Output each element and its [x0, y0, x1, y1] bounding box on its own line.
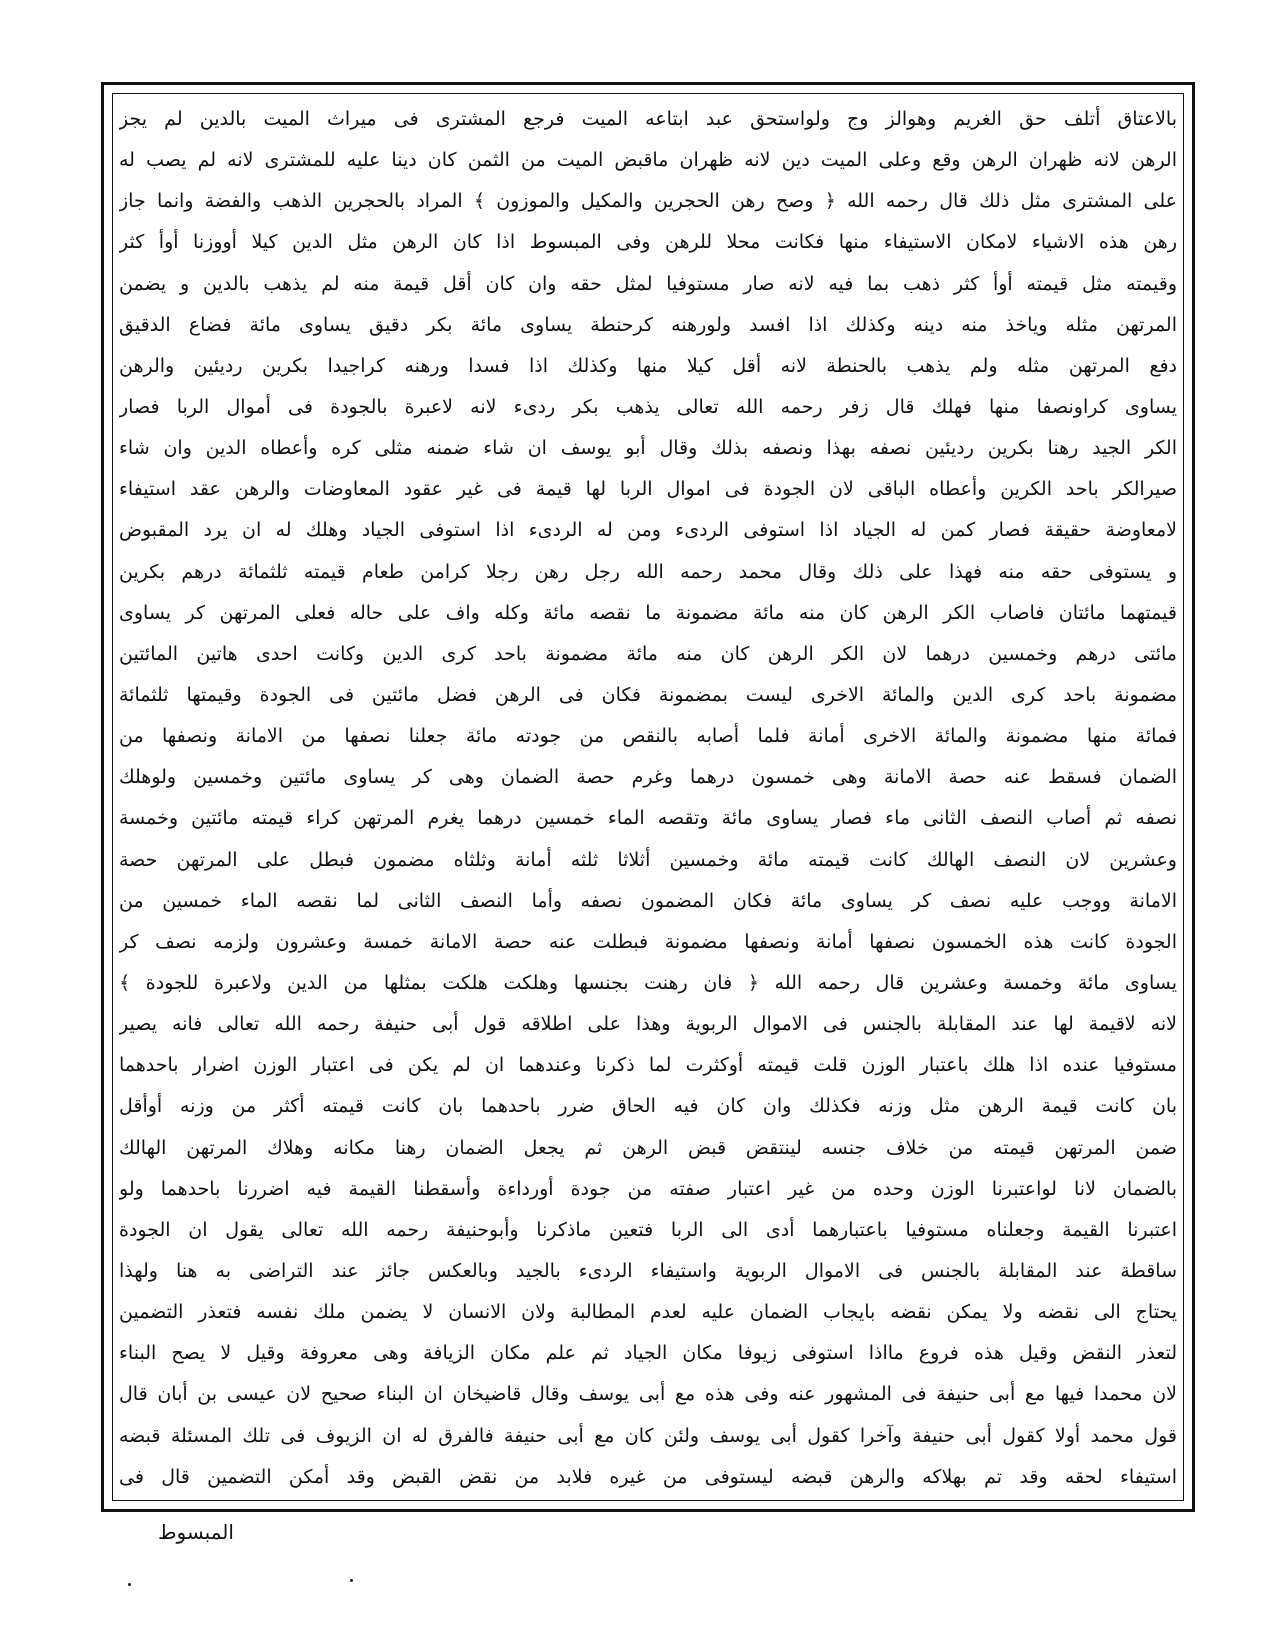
text-line: على المشترى مثل ذلك قال رحمه الله ﴿ وصح رهن الحجرين والمكيل والموزون ﴾ المراد بالحجرين الذهب والفضة وانما جاز [119, 190, 1177, 213]
text-line: وعشرين لان النصف الهالك كانت قيمته مائة وخمسين أثلاثا ثلثه أمانة وثلثاه مضمون فبطل على المرتهن حصة [119, 848, 1177, 871]
body-text [119, 102, 1177, 1494]
text-line: ضمن المرتهن قيمته من خلاف جنسه لينتقض قبض الرهن ثم يجعل الضمان رهنا مكانه وهلاك المرتهن الهالك [119, 1136, 1177, 1159]
text-line: لانه لاقيمة لها عند المقابلة بالجنس فى الاموال الربوية وهذا على اطلاقه قول أبى حنيفة رحمه الله تعالى فانه يصير [119, 1013, 1177, 1036]
inner-border [112, 93, 1184, 1501]
text-line: مستوفيا عنده اذا هلك باعتبار الوزن قلت قيمته أوكثرت لما ذكرنا وعندهما ان لم يكن فى اعتبار الوزن اضرار باحدهما [119, 1054, 1177, 1077]
text-line: الرهن لانه ظهران الرهن وقع وعلى الميت دين لانه ظهران ماقبض الميت من الثمن كان دينا عليه للمشترى لانه لم يصب له [119, 149, 1177, 172]
text-line: قيمتهما مائتان فاصاب الكر الرهن كان منه مائة مضمونة ما نقصه مائة وكله واف على حاله فعلى المرتهن كر يساوى [119, 601, 1177, 624]
text-line: نصفه ثم أصاب النصف الثانى ماء فصار يساوى مائة وتقصه الماء خمسين درهما يغرم المرتهن كراء قيمته مائتين وخمسة [119, 807, 1177, 830]
text-line: المرتهن مثله وياخذ منه دينه وكذلك اذا افسد ولورهنه كرحنطة يساوى مائة بكر دقيق يساوى مائة فضاع الدقيق [119, 313, 1177, 336]
text-line: يساوى كراونصفا منها فهلك قال زفر رحمه الله تعالى يذهب بكر ردىء لانه لاعبرة بالجودة فى أموال الربا فصار [119, 395, 1177, 418]
text-line: ساقطة عند المقابلة بالجنس فى الاموال الربوية واستيفاء الردىء بالجيد وبالعكس جائز عند التراضى به هنا ولهذا [119, 1259, 1177, 1282]
text-line: دفع المرتهن مثله ولم يذهب بالحنطة لانه أقل كيلا منها وكذلك اذا فسدا ورهنه كراجيدا بكرين رديئين والرهن [119, 354, 1177, 377]
text-line: بان كانت قيمة الرهن مثل وزنه فكذلك وان كان فيه الحاق ضرر باحدهما بان كانت قيمته أكثر من وزنه أوأقل [119, 1095, 1177, 1118]
text-line: رهن هذه الاشياء لامكان الاستيفاء منها فكانت محلا للرهن وفى المبسوط اذا كان الرهن مثل الدين كيلا أووزنا أوأ كثر [119, 231, 1177, 254]
text-line: الكر الجيد رهنا بكرين رديئين نصفه بهذا ونصفه بذلك وقال أبو يوسف ان شاء ضمنه مثلى كره وأعطاه الدين وان شاء [119, 437, 1177, 460]
text-line: يساوى مائة وخمسة وعشرين قال رحمه الله ﴿ فان رهنت بجنسها وهلكت هلكت بمثلها من الدين ولاعبرة للجودة ﴾ [119, 971, 1177, 994]
page-border [101, 82, 1195, 1512]
scan-speck [128, 1583, 131, 1586]
footer-catchword: المبسوط [158, 1520, 234, 1544]
text-line: الامانة ووجب عليه نصف كر يساوى مائة فكان المضمون نصفه وأما النصف الثانى لما نقصه الماء خمسين من [119, 889, 1177, 912]
scan-speck [350, 1579, 353, 1582]
text-line: لتعذر النقض وقيل هذه فروع مااذا استوفى زيوفا مكان الجياد ثم علم مكان الزيافة وهى معروفة وقيل لا يصح البناء [119, 1342, 1177, 1365]
text-line: لان محمدا فيها مع أبى حنيفة فى المشهور عنه وفى هذه مع أبى يوسف وقال قاضيخان ان البناء صحيح لان عيسى بن أبان قال [119, 1383, 1177, 1406]
text-line: فمائة منها مضمونة والمائة الاخرى أمانة فلما أصابه بالنقص من جودته مائة جعلنا نصفها من الامانة ونصفها من [119, 725, 1177, 748]
text-line: قول محمد أولا كقول أبى حنيفة وآخرا كقول أبى يوسف ولئن كان مع أبى حنيفة فالفرق له ان الزيوف فى تلك المسئلة قبضه [119, 1424, 1177, 1447]
text-line: استيفاء لحقه وقد تم بهلاكه والرهن قبضه ليستوفى من غيره فلابد من نقض القبض وقد أمكن التضمين قال فى [119, 1465, 1177, 1488]
text-line: الضمان فسقط عنه حصة الامانة وهى خمسون درهما وغرم حصة الضمان وهى كر يساوى مائتين وخمسين ولوهلك [119, 766, 1177, 789]
text-line: الجودة كانت هذه الخمسون نصفها أمانة ونصفها مضمونة فبطلت عنه حصة الامانة خمسة وعشرون ولزمه نصف كر [119, 930, 1177, 953]
text-line: لامعاوضة حقيقة فصار كمن له الجياد اذا استوفى الردىء ومن له الردىء اذا استوفى الجياد وهلك له ان يرد المقبوض [119, 519, 1177, 542]
text-line: وقيمته مثل قيمته أوأ كثر ذهب بما فيه لانه صار مستوفيا لمثل حقه وان كان أقل قيمة منه لم يذهب بالدين و يضمن [119, 272, 1177, 295]
text-line: بالاعتاق أتلف حق الغريم وهوالز وج ولواستحق عبد ابتاعه الميت فرجع المشترى فى ميراث الميت بالدين لم يجز [119, 108, 1177, 130]
text-line: اعتبرنا القيمة وجعلناه مستوفيا باعتبارهما أدى الى الربا فتعين ماذكرنا وأبوحنيفة رحمه الله تعالى يقول ان الجودة [119, 1218, 1177, 1241]
text-line: يحتاج الى نقضه ولا يمكن نقضه بايجاب الضمان عليه لعدم المطالبة ولان الانسان لا يضمن ملك نفسه فتعذر التضمين [119, 1301, 1177, 1324]
text-line: صيرالكر باحد الكرين وأعطاه الباقى لان الجودة فى اموال الربا لها قيمة فى غير عقود المعاوضات والرهن عقد استيفاء [119, 478, 1177, 501]
text-line: مائتى درهم وخمسين درهما لان الكر الرهن كان منه مائة مضمونة باحد كرى الدين وكانت احدى هاتين المائتين [119, 642, 1177, 665]
text-line: مضمونة باحد كرى الدين والمائة الاخرى ليست بمضمونة فكان فى الرهن فضل مائتين فى الجودة وقيمتها ثلثمائة [119, 683, 1177, 706]
text-line: و يستوفى حقه منه فهذا على ذلك وقال محمد رحمه الله رجل رهن رجلا كرامن طعام قيمته ثلثمائة درهم بكرين [119, 560, 1177, 583]
text-line: بالضمان لانا لواعتبرنا الوزن وحده من غير اعتبار صفته من جودة أورداءة وأسقطنا القيمة فيه اضررنا باحدهما ولو [119, 1177, 1177, 1200]
